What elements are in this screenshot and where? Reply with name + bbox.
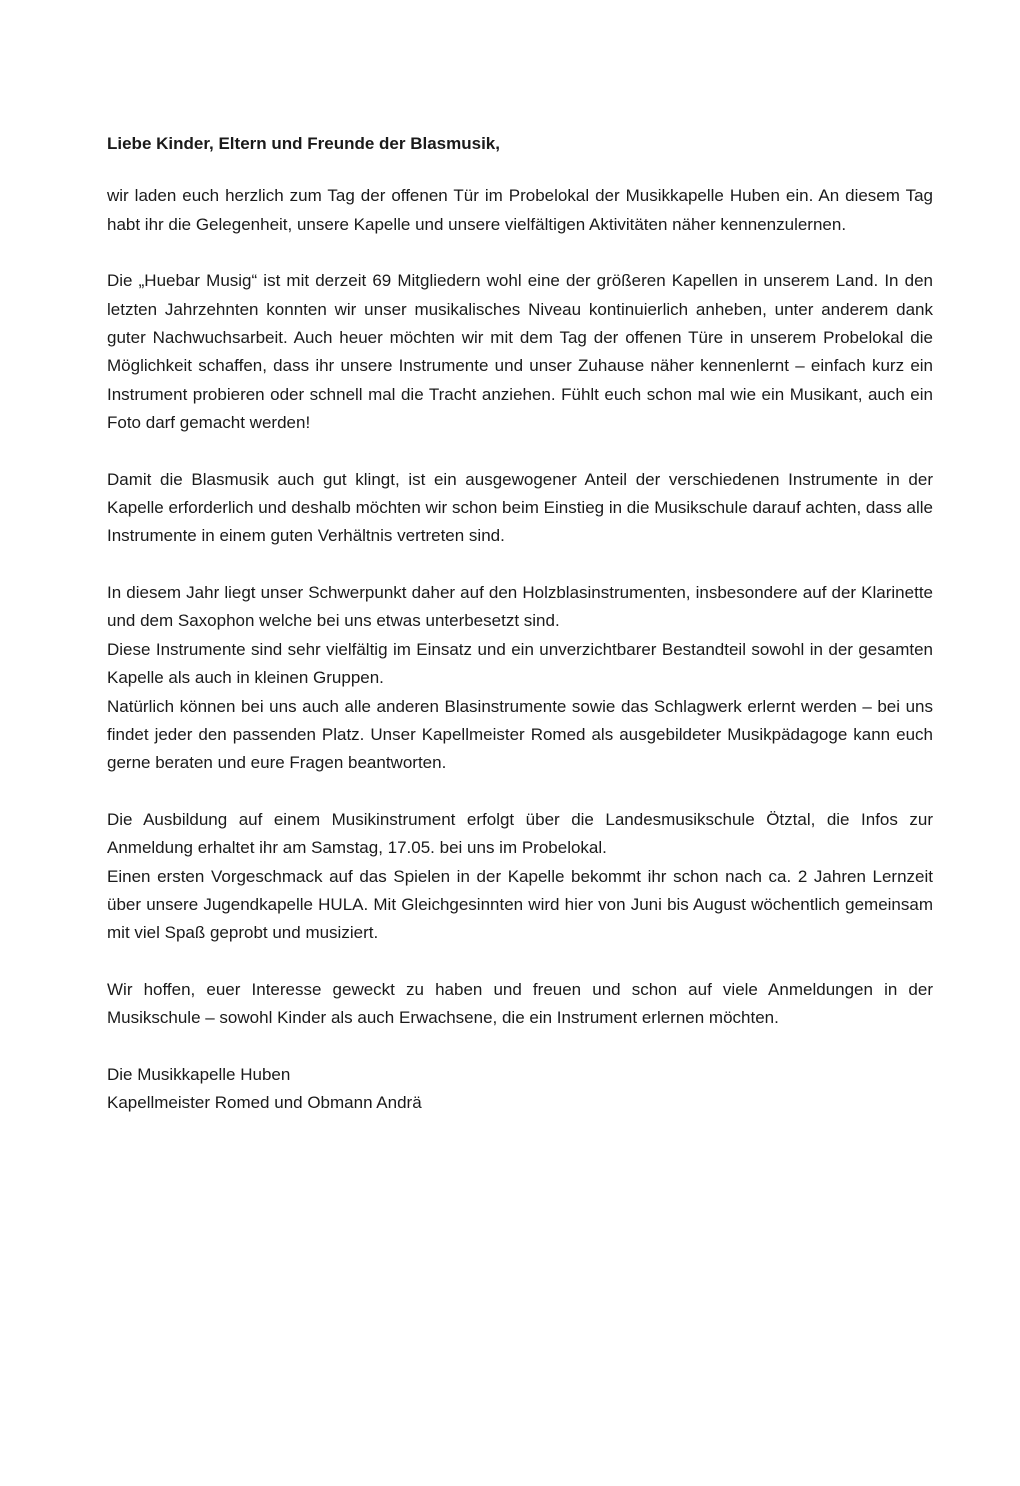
paragraph-line: Die „Huebar Musig“ ist mit derzeit 69 Mitgliedern wohl eine der größeren Kapellen in unserem Land. In den letzten Jahrzehnten konnten wir unser musikalisches Niveau kontinuierlich anheben, unter anderem dank guter Nachwuchsarbeit. Auch heuer möchten wir mit dem Tag der offenen Türe in unserem Probelokal die Möglichkeit schaffen, dass ihr unsere Instrumente und unser Zuhause näher kennenlernt – einfach kurz ein Instrument probieren oder schnell mal die Tracht anziehen. Fühlt euch schon mal wie ein Musikant, auch ein Foto darf gemacht werden! — [107, 271, 933, 433]
letter-body — [107, 130, 933, 1117]
signature-line: Kapellmeister Romed und Obmann Andrä — [107, 1092, 422, 1112]
paragraph-line: Diese Instrumente sind sehr vielfältig im Einsatz und ein unverzichtbarer Bestandteil sowohl in der gesamten Kapelle als auch in kleinen Gruppen. — [107, 639, 933, 688]
signature-line: Die Musikkapelle Huben — [107, 1064, 291, 1084]
paragraph-line: In diesem Jahr liegt unser Schwerpunkt daher auf den Holzblasinstrumenten, insbesondere auf der Klarinette und dem Saxophon welche bei uns etwas unterbesetzt sind. — [107, 582, 933, 631]
paragraph-line: Natürlich können bei uns auch alle anderen Blasinstrumente sowie das Schlagwerk erlernt werden – bei uns findet jeder den passenden Platz. Unser Kapellmeister Romed als ausgebildeter Musikpädagoge kann euch gerne beraten und eure Fragen beantworten. — [107, 696, 933, 773]
paragraph-invitation — [107, 182, 933, 239]
paragraph-line: wir laden euch herzlich zum Tag der offenen Tür im Probelokal der Musikkapelle Huben ein. An diesem Tag habt ihr die Gelegenheit, unsere Kapelle und unsere vielfältigen Aktivitäten näher kennenzulernen. — [107, 186, 933, 234]
paragraph-line: Einen ersten Vorgeschmack auf das Spielen in der Kapelle bekommt ihr schon nach ca. 2 Jahren Lernzeit über unsere Jugendkapelle HULA. Mit Gleichgesinnten wird hier von Juni bis August wöchentlich gemeinsam mit viel Spaß geprobt und musiziert. — [107, 866, 933, 943]
letter-signature — [107, 1061, 933, 1118]
paragraph-line: Damit die Blasmusik auch gut klingt, ist ein ausgewogener Anteil der verschiedenen Instrumente in der Kapelle erforderlich und deshalb möchten wir schon beim Einstieg in die Musikschule darauf achten, dass alle Instrumente in einem guten Verhältnis vertreten sind. — [107, 469, 933, 546]
paragraph-woodwind-focus — [107, 579, 933, 778]
paragraph-instrument-balance — [107, 466, 933, 551]
paragraph-line: Die Ausbildung auf einem Musikinstrument erfolgt über die Landesmusikschule Ötztal, die Infos zur Anmeldung erhaltet ihr am Samstag, 17.05. bei uns im Probelokal. — [107, 809, 933, 858]
paragraph-training — [107, 806, 933, 948]
letter-salutation: Liebe Kinder, Eltern und Freunde der Blasmusik, — [107, 134, 500, 153]
paragraph-about-band — [107, 267, 933, 437]
paragraph-line: Wir hoffen, euer Interesse geweckt zu haben und freuen und schon auf viele Anmeldungen in der Musikschule – sowohl Kinder als auch Erwachsene, die ein Instrument erlernen möchten. — [107, 979, 933, 1028]
paragraph-closing — [107, 976, 933, 1033]
